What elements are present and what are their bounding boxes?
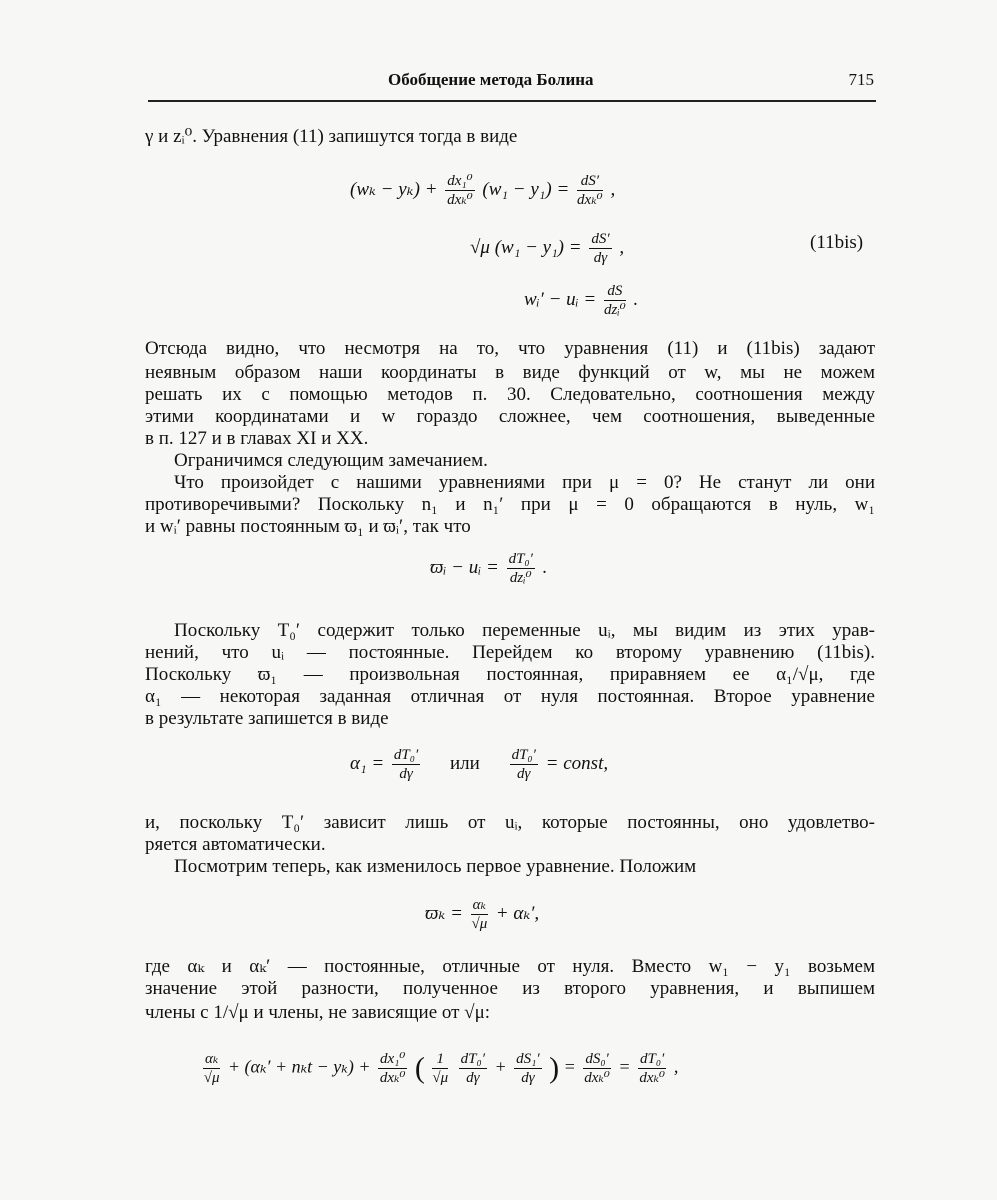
text-line: где αₖ и αₖ′ — постоянные, отличные от нуля. Вместо w₁ − y₁ возьмем: [145, 956, 875, 977]
text-line: γ и zᵢ⁰. Уравнения (11) запишутся тогда в виде: [145, 126, 518, 147]
eq-text: √μ (w₁ − y₁) =: [470, 236, 582, 258]
text-line: и, поскольку T₀′ зависит лишь от uᵢ, которые постоянны, оно удовлетво-: [145, 812, 875, 833]
equation-varpi-k: [425, 896, 539, 933]
eq-text: или: [450, 752, 480, 774]
text-line: этими координатами и w гораздо сложнее, чем соотношения, выведенные: [145, 406, 875, 427]
frac-den: √μ: [432, 1070, 449, 1086]
frac-den: dγ: [466, 1070, 480, 1086]
fraction: [392, 746, 420, 783]
left-paren: (: [414, 1051, 425, 1085]
text-line: Поскольку ϖ₁ — произвольная постоянная, приравняем ее α₁/√μ, где: [145, 664, 875, 685]
eq-text: +: [494, 1056, 507, 1077]
eq-text: = const,: [545, 752, 609, 774]
text-line: и wᵢ′ равны постоянным ϖ₁ и ϖᵢ′, так что: [145, 516, 471, 537]
text-line: противоречивыми? Поскольку n₁ и n₁′ при μ = 0 обращаются в нуль, w₁: [145, 494, 875, 515]
frac-den: √μ: [471, 916, 488, 932]
frac-num: dx₁⁰: [447, 173, 473, 189]
frac-den: dxₖ⁰: [447, 192, 473, 208]
frac-den: dxₖ⁰: [584, 1070, 610, 1086]
equation-number: (11bis): [810, 232, 864, 253]
frac-num: dS′: [591, 231, 610, 247]
fraction: [583, 1050, 611, 1087]
text-line: в п. 127 и в главах XI и XX.: [145, 428, 369, 449]
equation-alpha1: [350, 746, 608, 783]
eq-text: ϖᵢ − uᵢ =: [430, 556, 499, 578]
text-line: α₁ — некоторая заданная отличная от нуля постоянная. Второе уравнение: [145, 686, 875, 707]
equation-11bis-3: [524, 282, 638, 319]
eq-text: .: [633, 288, 639, 310]
fraction: [589, 230, 611, 267]
eq-text: + αₖ′,: [495, 902, 540, 924]
fraction: [203, 1050, 220, 1087]
frac-num: dS₀′: [585, 1051, 609, 1067]
eq-text: =: [618, 1056, 631, 1077]
frac-den: dxₖ⁰: [379, 1070, 406, 1086]
text-line: Ограничимся следующим замечанием.: [174, 450, 488, 471]
text-line: значение этой разности, полученное из второго уравнения, и выпишем: [145, 978, 875, 999]
running-header: [148, 70, 876, 102]
frac-num: dS: [604, 282, 626, 301]
text-line: Что произойдет с нашими уравнениями при μ = 0? Не станут ли они: [174, 472, 875, 493]
eq-text: (w₁ − y₁) =: [482, 178, 570, 200]
frac-num: dT₀′: [639, 1051, 665, 1067]
fraction: [510, 746, 538, 783]
eq-text: + (αₖ′ + nₖt − yₖ) +: [227, 1056, 371, 1077]
eq-text: =: [563, 1056, 576, 1077]
fraction: [514, 1050, 542, 1087]
text-line: неявным образом наши координаты в виде функций от w, мы не можем: [145, 362, 875, 383]
frac-den: dxₖ⁰: [577, 192, 603, 208]
text-line: Поскольку T₀′ содержит только переменные uᵢ, мы видим из этих урав-: [174, 620, 875, 641]
fraction: [577, 172, 603, 209]
equation-final: [200, 1050, 678, 1087]
equation-11bis-1: [350, 172, 615, 209]
eq-text: ,: [673, 1056, 679, 1077]
text-line: Отсюда видно, что несмотря на то, что уравнения (11) и (11bis) задают: [145, 338, 875, 359]
frac-num: dT₀′: [393, 747, 419, 763]
frac-den: dγ: [399, 766, 413, 782]
equation-11bis-2: [470, 230, 624, 267]
eq-text: α₁ =: [350, 752, 385, 774]
fraction: [378, 1050, 407, 1087]
frac-num: αₖ: [472, 897, 487, 913]
frac-den: dγ: [517, 766, 531, 782]
frac-num: dT₀′: [511, 747, 536, 763]
text-line: в результате запишется в виде: [145, 708, 389, 729]
fraction: [432, 1050, 448, 1087]
equation-varpi-i: [430, 550, 547, 587]
frac-den: dzᵢ⁰: [603, 302, 626, 318]
text-line: решать их с помощью методов п. 30. Следовательно, соотношения между: [145, 384, 875, 405]
frac-den: dzᵢ⁰: [509, 570, 532, 586]
frac-num: dS₁′: [516, 1051, 540, 1067]
eq-text: ,: [619, 236, 625, 258]
page-number: 715: [848, 70, 874, 89]
text-line: нений, что uᵢ — постоянные. Перейдем ко второму уравнению (11bis).: [145, 642, 875, 663]
frac-den: dγ: [593, 250, 608, 266]
frac-num: dx₁⁰: [380, 1051, 406, 1067]
text-line: Посмотрим теперь, как изменилось первое уравнение. Положим: [174, 856, 697, 877]
frac-num: dS′: [577, 172, 603, 191]
eq-text: ϖₖ =: [425, 902, 463, 924]
frac-num: dT₀′: [460, 1051, 486, 1067]
frac-num: αₖ: [205, 1051, 219, 1067]
right-paren: ): [549, 1051, 560, 1085]
fraction: [507, 550, 535, 587]
frac-num: 1: [432, 1050, 448, 1069]
header-title: Обобщение метода Болина: [388, 70, 594, 89]
frac-num: dT₀′: [508, 551, 533, 567]
fraction: [638, 1050, 666, 1087]
fraction: [445, 172, 474, 209]
eq-text: .: [542, 556, 548, 578]
fraction: [604, 282, 626, 319]
text-line: члены с 1/√μ и члены, не зависящие от √μ:: [145, 1002, 491, 1023]
frac-den: dxₖ⁰: [639, 1070, 665, 1086]
text-line: ряется автоматически.: [145, 834, 326, 855]
frac-den: dγ: [521, 1070, 535, 1086]
frac-den: √μ: [203, 1070, 220, 1086]
fraction: [471, 896, 488, 933]
fraction: [459, 1050, 487, 1087]
eq-text: wᵢ′ − uᵢ =: [524, 288, 597, 310]
eq-text: (wₖ − yₖ) +: [350, 178, 438, 200]
eq-text: ,: [610, 178, 616, 200]
